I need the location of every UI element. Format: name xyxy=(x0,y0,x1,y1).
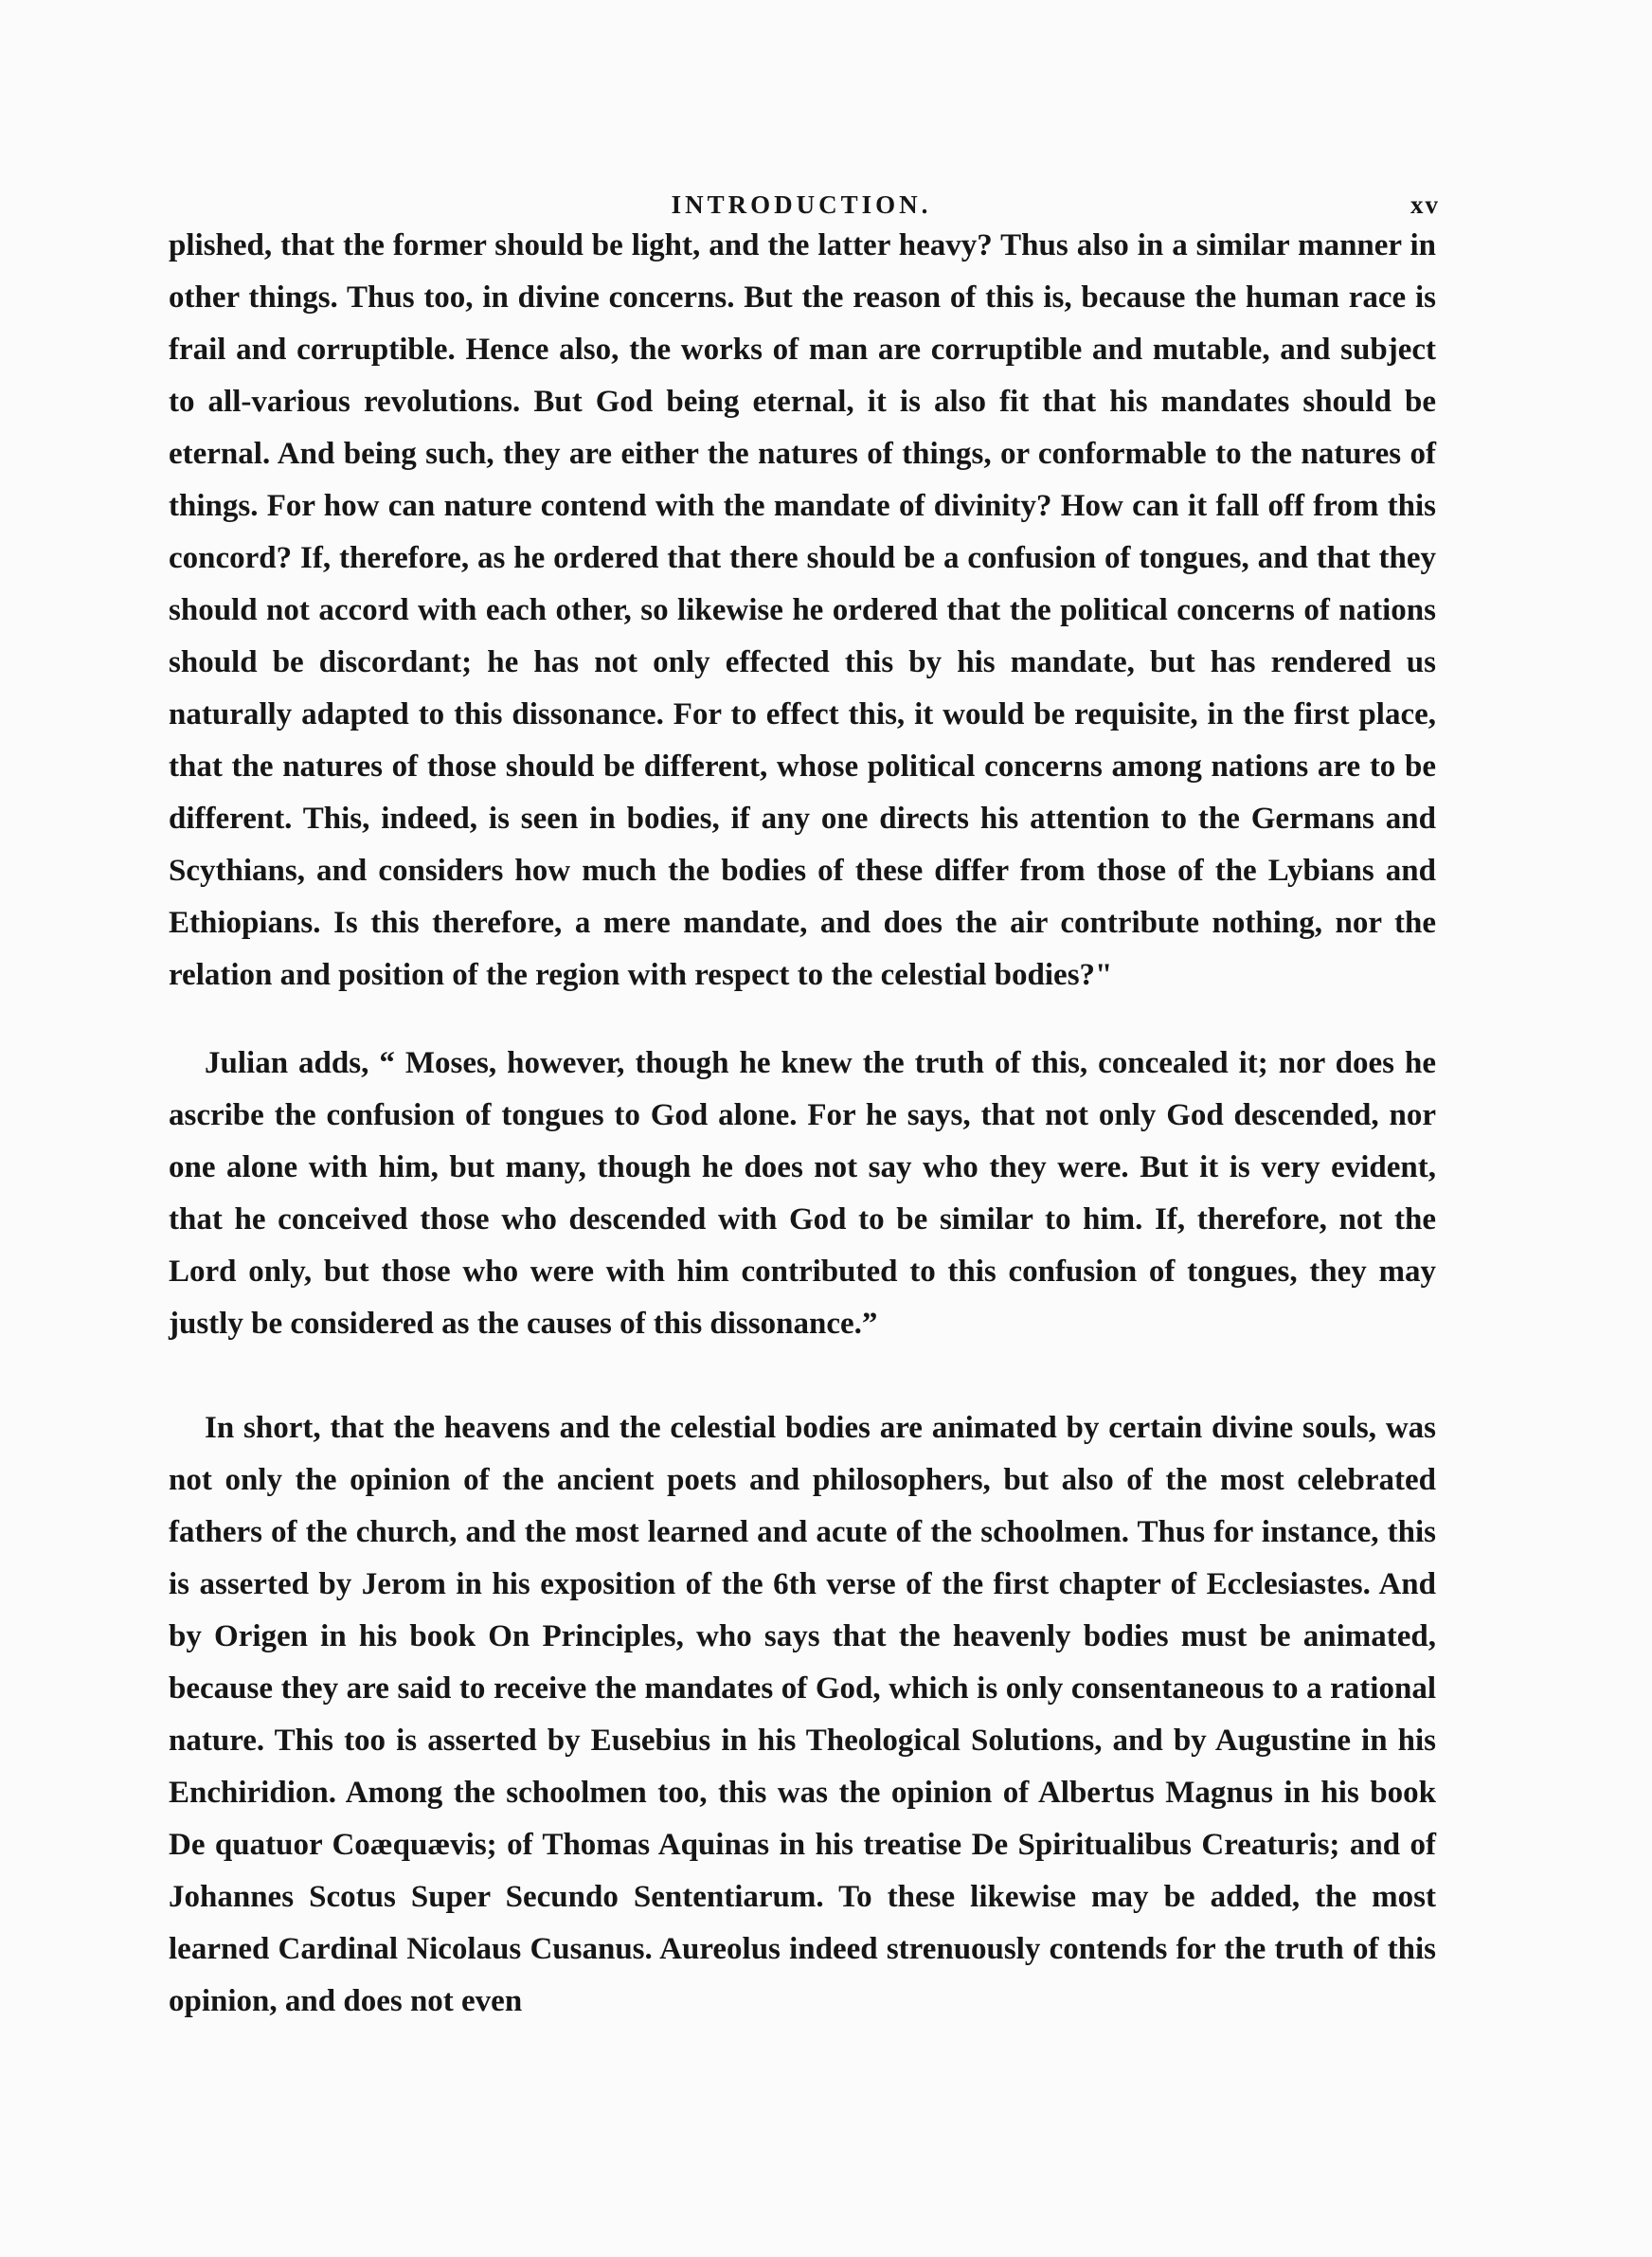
paragraph-celestial-souls: In short, that the heavens and the celestial bodies are animated by certain divine souls, was not only the opinion of the ancient poets and philosophers, but also of the most celebrated fathers of the church, and the most learned and acute of the schoolmen. Thus for instance, this is asserted by Jerom in his exposition of the 6th verse of the first chapter of Ecclesiastes. And by Origen in his book On Principles, who says that the heavenly bodies must be animated, because they are said to receive the mandates of God, which is only consentaneous to a rational nature. This too is asserted by Eusebius in his Theological Solutions, and by Augustine in his Enchiridion. Among the schoolmen too, this was the opinion of Albertus Magnus in his book De quatuor Coæquævis; of Thomas Aquinas in his treatise De Spiritualibus Creaturis; and of Johannes Scotus Super Secundo Sententiarum. To these likewise may be added, the most learned Cardinal Nicolaus Cusanus. Aureolus indeed strenuously contends for the truth of this opinion, and does not even xyxy=(169,1411,1436,2018)
running-head xyxy=(169,186,1440,224)
running-title: INTRODUCTION. xyxy=(671,190,932,219)
page-number: xv xyxy=(1410,190,1440,219)
paragraph-julian: Julian adds, “ Moses, however, though he knew the truth of this, concealed it; nor does he ascribe the confusion of tongues to God alone. For he says, that not only God descended, nor one alone with him, but many, though he does not say who they were. But it is very evident, that he conceived those who descended with God to be similar to him. If, therefore, not the Lord only, but those who were with him contributed to this confusion of tongues, they may justly be considered as the causes of this dissonance.” xyxy=(169,1046,1436,1341)
body-text xyxy=(169,220,1436,2028)
paragraph-continued: plished, that the former should be light, and the latter heavy? Thus also in a similar manner in other things. Thus too, in divine concerns. But the reason of this is, because the human race is frail and corruptible. Hence also, the works of man are corruptible and mutable, and subject to all-various revolutions. But God being eternal, it is also fit that his mandates should be eternal. And being such, they are either the natures of things, or conformable to the natures of things. For how can nature contend with the mandate of divinity? How can it fall off from this concord? If, therefore, as he ordered that there should be a confusion of tongues, and that they should not accord with each other, so likewise he ordered that the political concerns of nations should be discordant; he has not only effected this by his mandate, but has rendered us naturally adapted to this dissonance. For to effect this, it would be requisite, in the first place, that the natures of those should be different, whose political concerns among nations are to be different. This, indeed, is seen in bodies, if any one directs his attention to the Germans and Scythians, and considers how much the bodies of these differ from those of the Lybians and Ethiopians. Is this therefore, a mere mandate, and does the air contribute nothing, nor the relation and position of the region with respect to the celestial bodies?" xyxy=(169,228,1436,992)
